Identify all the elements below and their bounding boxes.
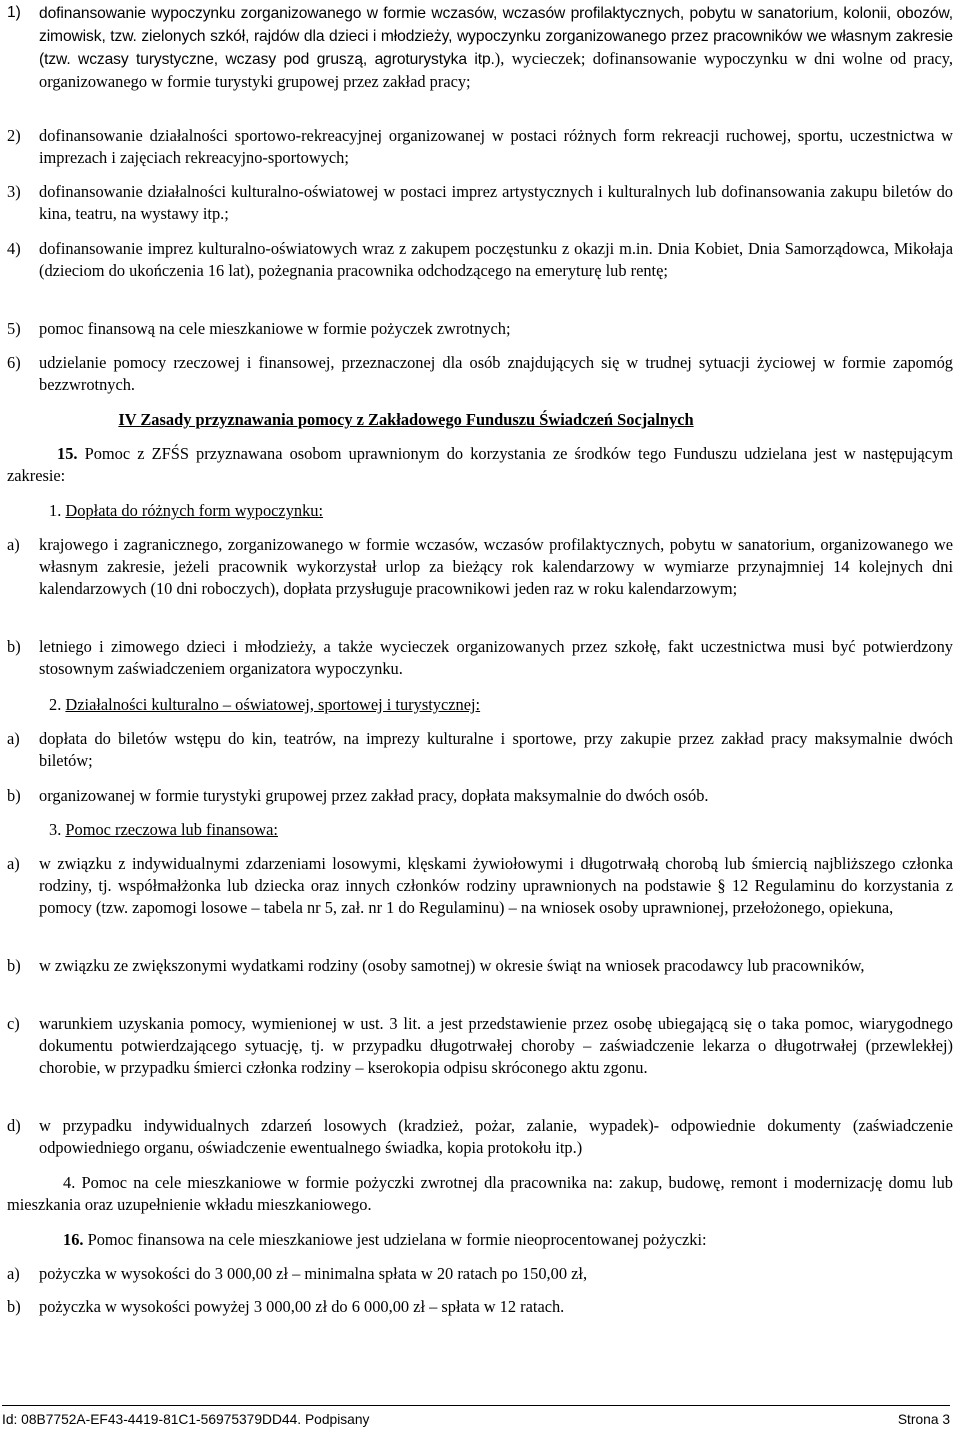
list-number: 6) (7, 353, 21, 372)
list-text: w związku ze zwiększonymi wydatkami rodziny (osoby samotnej) w okresie świąt na wniosek pracodawcy lub pracowników, (39, 956, 865, 975)
list-text: letniego i zimowego dzieci i młodzieży, a także wycieczek organizowanych przez szkołę, fakt uczestnictwa musi być potwierdzony stosownym zaświadczeniem organizatora wypoczynku. (39, 637, 953, 678)
paragraph-text: Pomoc z ZFŚS przyznawana osobom uprawnionym do korzystania ze środków tego Funduszu udzielana jest w następującym zakresie: (7, 444, 953, 485)
sub3-item-a (7, 853, 953, 919)
subsection-title: Pomoc rzeczowa lub finansowa: (65, 820, 278, 839)
para16-item-a (7, 1263, 953, 1285)
list-number: 3) (7, 182, 21, 201)
list-letter: b) (7, 637, 21, 656)
list-letter: a) (7, 535, 20, 554)
list-text: w przypadku indywidualnych zdarzeń losowych (kradzież, pożar, zalanie, wypadek)- odpowiednie dokumenty (zaświadczenie odpowiedniego organu, oświadczenie ewentualnego świadka, kopia protokołu itp.) (39, 1116, 953, 1157)
list-item-1 (7, 2, 953, 93)
list-letter: b) (7, 1297, 21, 1316)
list-text: udzielanie pomocy rzeczowej i finansowej, przeznaczonej dla osób znajdujących się w trudnej sytuacji życiowej w formie zapomóg bezzwrotnych. (39, 353, 953, 394)
sub1-item-a (7, 534, 953, 600)
list-number: 4) (7, 239, 21, 258)
list-text-part-1: dofinansowanie wypoczynku zorganizowanego w formie wczasów, wczasów profilaktycznych, pobytu w sanatorium, kolonii, obozów, zimowisk, tzw. zielonych szkół, rajdów dla dzieci i młodzieży, wypoczynku zorganizowanego przez pracowników we własnym zakresie (tzw. wczasy turystyczne, wczasy pod gruszą, agroturystyka itp. (39, 5, 953, 68)
list-number: 5) (7, 319, 21, 338)
list-letter: a) (7, 729, 20, 748)
list-item-6 (7, 352, 953, 396)
list-item-3 (7, 181, 953, 225)
list-item-5 (7, 318, 953, 340)
sub2-item-a (7, 728, 953, 772)
sub3-item-d (7, 1115, 953, 1159)
section-heading: IV Zasady przyznawania pomocy z Zakładowego Funduszu Świadczeń Socjalnych (118, 410, 694, 429)
paragraph-number: 16. (63, 1230, 84, 1249)
list-text: krajowego i zagranicznego, zorganizowanego w formie wczasów, wczasów profilaktycznych, pobytu w sanatorium, organizowanego we własnym zakresie, jeżeli pracownik wykorzystał urlop za bieżący rok kalendarzowy w wymiarze przynajmniej 14 kolejnych dni kalendarzowych (10 dni roboczych), dopłata przysługuje pracownikowi jeden raz w roku kalendarzowym; (39, 535, 953, 598)
list-letter: b) (7, 956, 21, 975)
para16-item-b (7, 1296, 953, 1318)
list-text: dofinansowanie imprez kulturalno-oświatowych wraz z zakupem poczęstunku z okazji m.in. Dnia Kobiet, Dnia Samorządowca, Mikołaja (dzieciom do ukończenia 16 lat), pożegnania pracownika odchodzącego na emeryturę lub rentę; (39, 239, 953, 280)
sub2-item-b (7, 785, 953, 807)
list-text: w związku z indywidualnymi zdarzeniami losowymi, klęskami żywiołowymi i długotrwałą chorobą lub śmiercią najbliższego członka rodziny, tj. współmałżonka lub dziecka oraz innych członków rodziny uprawnionych na podstawie § 12 Regulaminu do korzystania z pomocy (tzw. zapomogi losowe – tabela nr 5, zał. nr 1 do Regulaminu) – na wniosek osoby uprawnionej, przełożonego, opiekuna, (39, 854, 953, 917)
list-letter: b) (7, 786, 21, 805)
list-letter: a) (7, 1264, 20, 1283)
paragraph-15 (7, 443, 953, 487)
subsection-2-heading (49, 694, 949, 716)
list-text: dopłata do biletów wstępu do kin, teatrów, na imprezy kulturalne i sportowe, przy zakupie przez zakład pracy maksymalnie dwóch biletów; (39, 729, 953, 770)
sub3-item-c (7, 1013, 953, 1079)
footer-page-number: Strona 3 (897, 1412, 950, 1427)
subsection-4 (7, 1172, 953, 1216)
subsection-title: Działalności kulturalno – oświatowej, sportowej i turystycznej: (65, 695, 481, 714)
paragraph-text: Pomoc finansowa na cele mieszkaniowe jest udzielana w formie nieoprocentowanej pożyczki: (87, 1230, 707, 1249)
subsection-number: 2. (49, 695, 62, 714)
list-text: organizowanej w formie turystyki grupowej przez zakład pracy, dopłata maksymalnie do dwóch osób. (39, 786, 709, 805)
paragraph-16 (7, 1229, 953, 1251)
list-item-4 (7, 238, 953, 282)
sub3-item-b (7, 955, 953, 977)
list-item-2 (7, 125, 953, 169)
footer-document-id: Id: 08B7752A-EF43-4419-81C1-56975379DD44. Podpisany (2, 1412, 370, 1427)
list-letter: c) (7, 1014, 20, 1033)
list-number: 1) (7, 4, 21, 21)
subsection-text: Pomoc na cele mieszkaniowe w formie pożyczki zwrotnej dla pracownika na: zakup, budowę, remont i modernizację domu lub mieszkania oraz uzupełnienie wkładu mieszkaniowego. (7, 1173, 953, 1214)
list-text: pożyczka w wysokości do 3 000,00 zł – minimalna spłata w 20 ratach po 150,00 zł, (39, 1264, 588, 1283)
subsection-number: 4. (63, 1173, 76, 1192)
list-text-part-2: ), wycieczek; dofinansowanie wypoczynku w dni wolne od pracy, organizowanego w formie turystyki grupowej przez zakład pracy; (39, 49, 953, 91)
list-letter: d) (7, 1116, 21, 1135)
subsection-3-heading (49, 819, 949, 841)
list-text: pożyczka w wysokości powyżej 3 000,00 zł do 6 000,00 zł – spłata w 12 ratach. (39, 1297, 565, 1316)
subsection-title: Dopłata do różnych form wypoczynku: (65, 501, 324, 520)
subsection-number: 1. (49, 501, 62, 520)
list-letter: a) (7, 854, 20, 873)
paragraph-number: 15. (57, 444, 78, 463)
list-number: 2) (7, 126, 21, 145)
list-text: pomoc finansową na cele mieszkaniowe w formie pożyczek zwrotnych; (39, 319, 511, 338)
list-text: dofinansowanie działalności kulturalno-oświatowej w postaci imprez artystycznych i kulturalnych lub dofinansowania zakupu biletów do kina, teatru, na wystawy itp.; (39, 182, 953, 223)
subsection-number: 3. (49, 820, 62, 839)
list-text: warunkiem uzyskania pomocy, wymienionej w ust. 3 lit. a jest przedstawienie przez osobę ubiegającą się o taka pomoc, wiarygodnego dokumentu potwierdzającego sytuację, tj. w przypadku długotrwałej choroby – zaświadczenie lekarza o długotrwałej (przewlekłej) chorobie, w przypadku śmierci członka rodziny – kserokopia odpisu skróconego aktu zgonu. (39, 1014, 953, 1077)
list-text: dofinansowanie działalności sportowo-rekreacyjnej organizowanej w postaci różnych form rekreacji ruchowej, sportu, uczestnictwa w imprezach i zajęciach rekreacyjno-sportowych; (39, 126, 953, 167)
sub1-item-b (7, 636, 953, 680)
subsection-1-heading (49, 500, 949, 522)
footer-divider (2, 1405, 950, 1406)
